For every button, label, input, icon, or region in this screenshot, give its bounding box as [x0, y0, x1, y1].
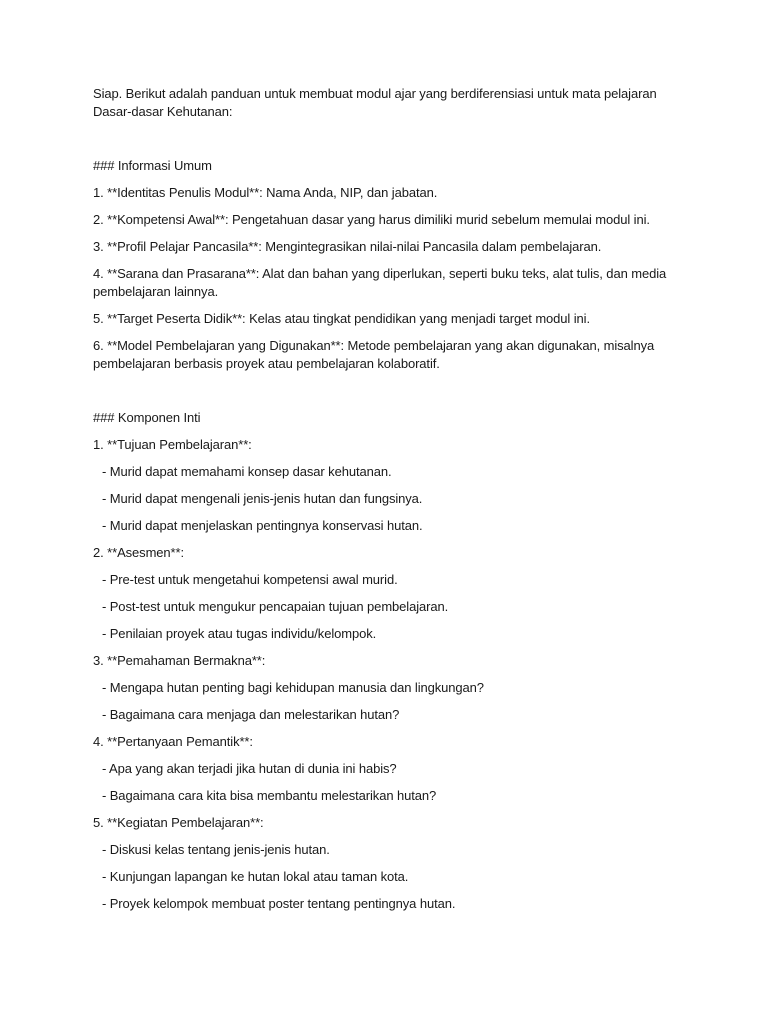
list-item: 6. **Model Pembelajaran yang Digunakan**: Metode pembelajaran yang akan digunakan, misalnya pembelajaran berbasis proyek atau pembelajaran kolaboratif. — [93, 338, 655, 371]
bullet-point: - Kunjungan lapangan ke hutan lokal atau taman kota. — [102, 869, 409, 884]
bullet-point: - Post-test untuk mengukur pencapaian tujuan pembelajaran. — [102, 599, 449, 614]
komponen-inti-section — [93, 409, 683, 913]
bullet-point: - Penilaian proyek atau tugas individu/kelompok. — [102, 626, 377, 641]
list-item: 3. **Profil Pelajar Pancasila**: Mengintegrasikan nilai-nilai Pancasila dalam pembelajaran. — [93, 239, 602, 254]
list-item: 1. **Identitas Penulis Modul**: Nama Anda, NIP, dan jabatan. — [93, 185, 438, 200]
bullet-point: - Diskusi kelas tentang jenis-jenis hutan. — [102, 842, 330, 857]
bullet-point: - Murid dapat mengenali jenis-jenis hutan dan fungsinya. — [102, 491, 423, 506]
bullet-point: - Murid dapat memahami konsep dasar kehutanan. — [102, 464, 392, 479]
bullet-point: - Apa yang akan terjadi jika hutan di dunia ini habis? — [102, 761, 397, 776]
list-item: 5. **Target Peserta Didik**: Kelas atau tingkat pendidikan yang menjadi target modul ini. — [93, 311, 590, 326]
subsection-title-pemahaman: 3. **Pemahaman Bermakna**: — [93, 653, 266, 668]
document-page — [93, 85, 683, 922]
subsection-title-pertanyaan: 4. **Pertanyaan Pemantik**: — [93, 734, 253, 749]
subsection-title-asesmen: 2. **Asesmen**: — [93, 545, 184, 560]
section-heading-informasi-umum: ### Informasi Umum — [93, 158, 212, 173]
bullet-point: - Pre-test untuk mengetahui kompetensi awal murid. — [102, 572, 398, 587]
list-item: 4. **Sarana dan Prasarana**: Alat dan bahan yang diperlukan, seperti buku teks, alat tulis, dan media pembelajaran lainnya. — [93, 266, 667, 299]
bullet-point: - Proyek kelompok membuat poster tentang pentingnya hutan. — [102, 896, 456, 911]
bullet-point: - Murid dapat menjelaskan pentingnya konservasi hutan. — [102, 518, 423, 533]
bullet-point: - Bagaimana cara kita bisa membantu melestarikan hutan? — [102, 788, 437, 803]
subsection-title-tujuan: 1. **Tujuan Pembelajaran**: — [93, 437, 252, 452]
section-heading-komponen-inti: ### Komponen Inti — [93, 410, 201, 425]
list-item: 2. **Kompetensi Awal**: Pengetahuan dasar yang harus dimiliki murid sebelum memulai modul ini. — [93, 212, 650, 227]
bullet-point: - Mengapa hutan penting bagi kehidupan manusia dan lingkungan? — [102, 680, 484, 695]
informasi-umum-section — [93, 157, 683, 373]
bullet-point: - Bagaimana cara menjaga dan melestarikan hutan? — [102, 707, 400, 722]
intro-paragraph: Siap. Berikut adalah panduan untuk membuat modul ajar yang berdiferensiasi untuk mata pelajaran Dasar-dasar Kehutanan: — [93, 86, 657, 119]
subsection-title-kegiatan: 5. **Kegiatan Pembelajaran**: — [93, 815, 264, 830]
